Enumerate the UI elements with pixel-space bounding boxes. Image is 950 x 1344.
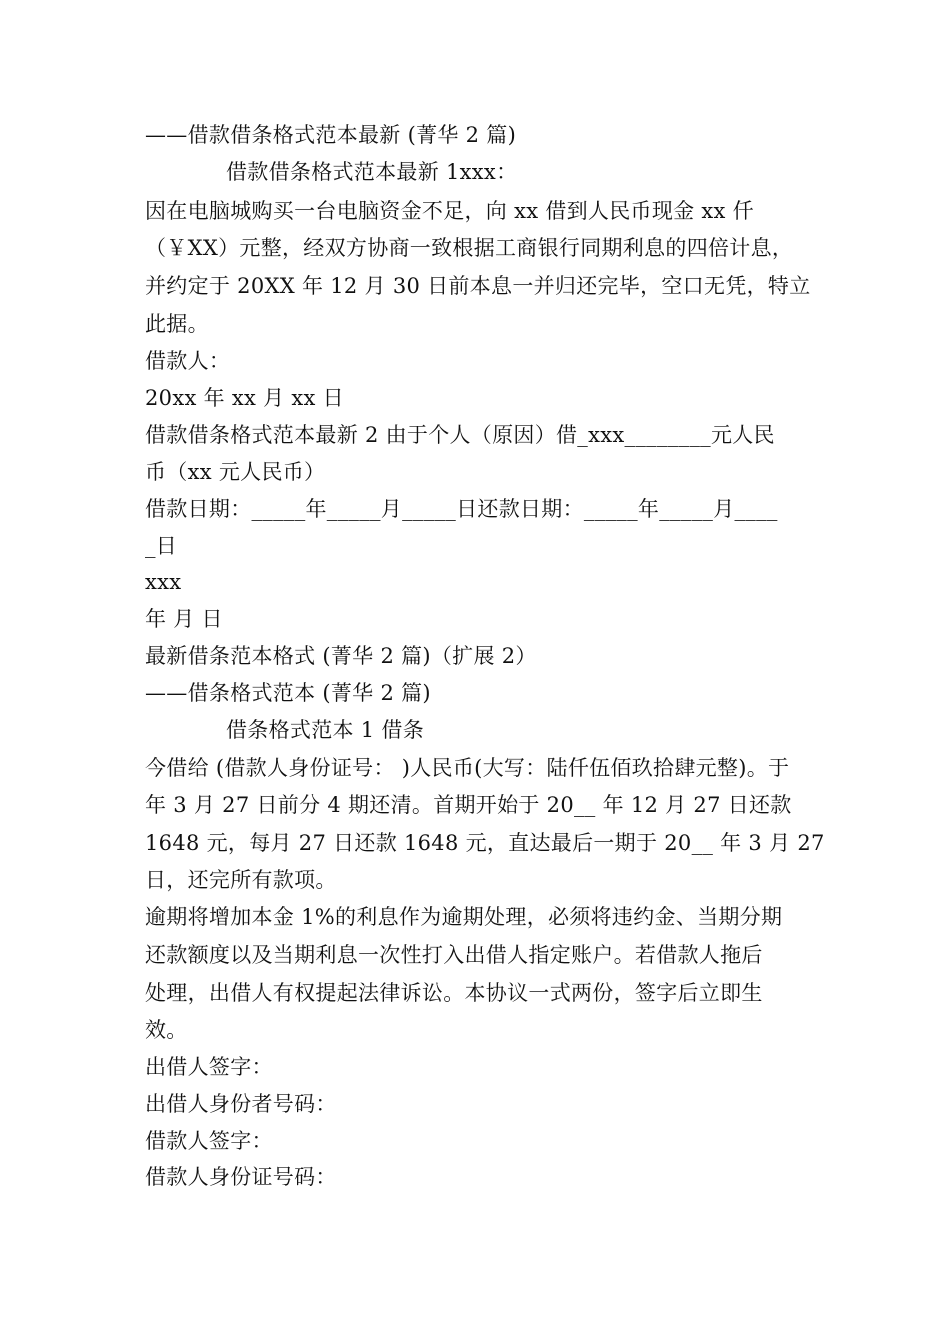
paragraph-line: 今借给 (借款人身份证号： )人民币(大写：陆仟伍佰玖拾肆元整)。于 [145,756,790,780]
date-line: 20xx 年 xx 月 xx 日 [145,386,344,410]
borrower-label: 借款人： [145,349,231,373]
signer-name: xxx [145,570,182,594]
section-heading-1: ——借款借条格式范本最新 (菁华 2 篇) [145,123,517,147]
paragraph-line: 因在电脑城购买一台电脑资金不足，向 xx 借到人民币现金 xx 仟 [145,199,754,223]
paragraph-line: 1648 元，每月 27 日还款 1648 元，直达最后一期于 20__ 年 3 月 27 [145,831,825,855]
template-2-line: 币（xx 元人民币） [145,460,326,484]
iou-template-title: 借条格式范本 1 借条 [226,718,425,742]
loan-dates-line: _日 [145,534,178,558]
template-2-line: 借款借条格式范本最新 2 由于个人（原因）借_xxx________元人民 [145,423,775,447]
paragraph-line: 此据。 [145,312,209,336]
signature-date: 年 月 日 [145,607,223,631]
paragraph-line: 并约定于 20XX 年 12 月 30 日前本息一并归还完毕，空口无凭，特立 [145,274,811,298]
borrower-signature-label: 借款人签字： [145,1129,273,1153]
paragraph-line: 处理，出借人有权提起法律诉讼。本协议一式两份，签字后立即生 [145,981,763,1005]
lender-id-label: 出借人身份者号码： [145,1092,337,1116]
paragraph-line: 还款额度以及当期利息一次性打入出借人指定账户。若借款人拖后 [145,943,763,967]
paragraph-line: 效。 [145,1018,188,1042]
loan-dates-line: 借款日期：_____年_____月_____日还款日期：_____年_____月____ [145,497,778,521]
template-1-title: 借款借条格式范本最新 1xxx： [226,160,518,184]
extension-heading: 最新借条范本格式 (菁华 2 篇)（扩展 2） [145,644,537,668]
paragraph-line: 逾期将增加本金 1%的利息作为逾期处理，必须将违约金、当期分期 [145,905,783,929]
paragraph-line: 日，还完所有款项。 [145,868,337,892]
lender-signature-label: 出借人签字： [145,1055,273,1079]
paragraph-line: 年 3 月 27 日前分 4 期还清。首期开始于 20__ 年 12 月 27 日还款 [145,793,792,817]
paragraph-line: （￥XX）元整，经双方协商一致根据工商银行同期利息的四倍计息， [145,236,794,260]
borrower-id-label: 借款人身份证号码： [145,1165,337,1189]
section-heading-2: ——借条格式范本 (菁华 2 篇) [145,681,431,705]
